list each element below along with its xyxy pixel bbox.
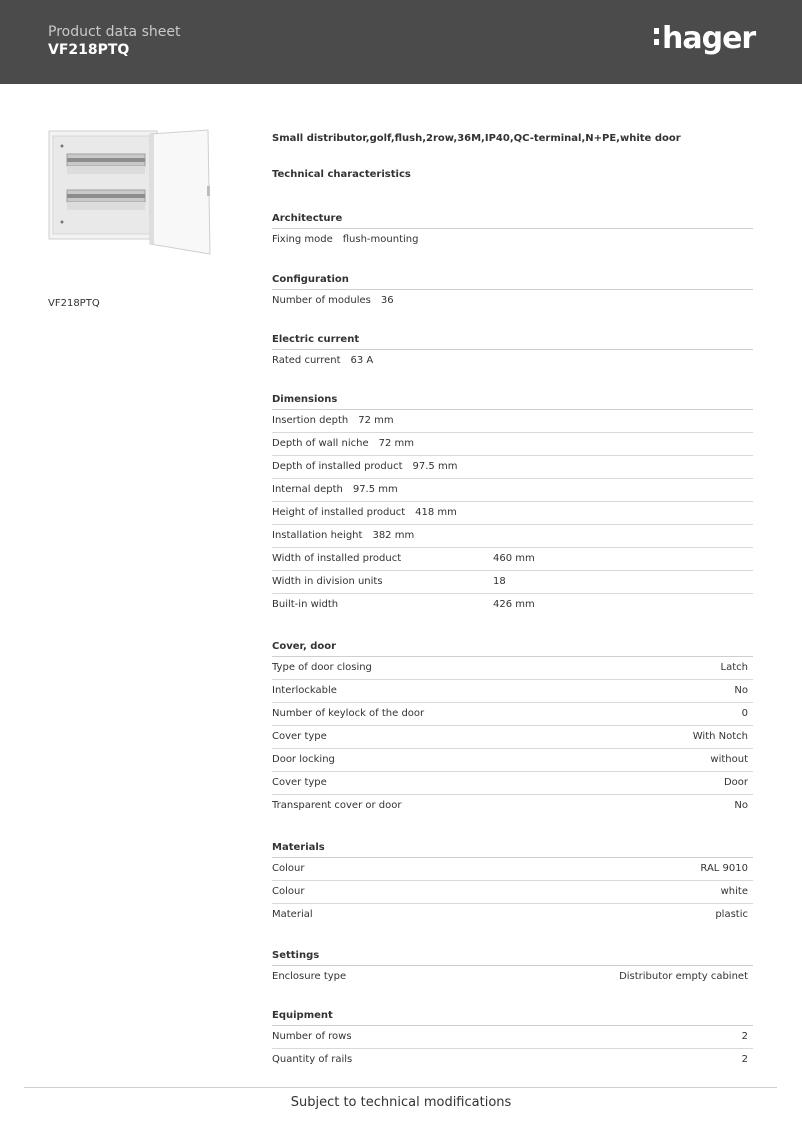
spec-value: 18: [493, 576, 506, 587]
spec-label: Material: [272, 909, 313, 920]
spec-label: Depth of wall niche: [272, 438, 369, 449]
spec-row: [272, 525, 753, 548]
spec-label: Fixing mode: [272, 234, 333, 245]
spec-row: [272, 726, 753, 749]
section-title: Dimensions: [272, 391, 753, 410]
spec-row: [272, 680, 753, 703]
spec-label: Number of rows: [272, 1031, 352, 1042]
spec-label: Cover type: [272, 731, 327, 742]
product-description: Small distributor,golf,flush,2row,36M,IP40,QC-terminal,N+PE,white door: [272, 133, 681, 144]
spec-label: Quantity of rails: [272, 1054, 353, 1065]
spec-label: Height of installed product: [272, 507, 406, 518]
header-title: VF218PTQ: [48, 42, 130, 58]
footer-divider: [24, 1087, 777, 1088]
section-settings: [272, 947, 753, 988]
section-title: Cover, door: [272, 638, 753, 657]
spec-value: 36: [380, 295, 394, 306]
spec-value: 72 mm: [378, 438, 414, 449]
spec-value: Latch: [720, 662, 748, 673]
spec-row: [272, 749, 753, 772]
spec-label: Built-in width: [272, 599, 339, 610]
section-title: Configuration: [272, 271, 753, 290]
technical-heading: Technical characteristics: [272, 169, 411, 180]
footer-note: Subject to technical modifications: [290, 1095, 512, 1110]
spec-label: Interlockable: [272, 685, 337, 696]
header-subtitle: Product data sheet: [48, 24, 181, 40]
page-header: [0, 0, 802, 84]
spec-row: [272, 703, 753, 726]
spec-value: white: [720, 886, 748, 897]
spec-label: Enclosure type: [272, 971, 347, 982]
spec-row: [272, 350, 753, 372]
hager-logo: [656, 22, 755, 56]
spec-row: [272, 1026, 753, 1049]
spec-row: [272, 410, 753, 433]
logo-text: hager: [662, 21, 756, 56]
spec-row: [272, 1049, 753, 1071]
spec-label: Rated current: [272, 355, 341, 366]
section-materials: [272, 839, 753, 926]
spec-label: Number of modules: [272, 295, 371, 306]
section-architecture: [272, 210, 753, 251]
spec-value: 426 mm: [493, 599, 535, 610]
spec-label: Colour: [272, 863, 305, 874]
spec-row: [272, 571, 753, 594]
spec-label: Width of installed product: [272, 553, 402, 564]
spec-label: Colour: [272, 886, 305, 897]
spec-row: [272, 502, 753, 525]
spec-value: Distributor empty cabinet: [619, 971, 748, 982]
section-title: Equipment: [272, 1007, 753, 1026]
spec-label: Width in division units: [272, 576, 383, 587]
spec-row: [272, 433, 753, 456]
spec-value: 2: [741, 1054, 748, 1065]
spec-label: Transparent cover or door: [272, 800, 402, 811]
spec-label: Cover type: [272, 777, 327, 788]
spec-row: [272, 795, 753, 817]
spec-row: [272, 657, 753, 680]
section-cover-door: [272, 638, 753, 817]
spec-row: [272, 548, 753, 571]
spec-value: With Notch: [692, 731, 748, 742]
spec-value: without: [710, 754, 748, 765]
spec-label: Insertion depth: [272, 415, 349, 426]
spec-row: [272, 479, 753, 502]
section-configuration: [272, 271, 753, 312]
spec-value: 63 A: [350, 355, 374, 366]
spec-value: 2: [741, 1031, 748, 1042]
section-dimensions: [272, 391, 753, 616]
spec-value: 460 mm: [493, 553, 535, 564]
product-reference: VF218PTQ: [48, 298, 100, 309]
spec-row: [272, 456, 753, 479]
spec-value: No: [734, 800, 748, 811]
section-title: Settings: [272, 947, 753, 966]
spec-row: [272, 229, 753, 251]
spec-row: [272, 904, 753, 926]
spec-value: 382 mm: [372, 530, 415, 541]
spec-label: Internal depth: [272, 484, 343, 495]
section-title: Architecture: [272, 210, 753, 229]
spec-row: [272, 594, 753, 616]
spec-label: Installation height: [272, 530, 363, 541]
spec-label: Door locking: [272, 754, 335, 765]
spec-value: flush-mounting: [342, 234, 419, 245]
spec-label: Depth of installed product: [272, 461, 403, 472]
spec-row: [272, 858, 753, 881]
spec-value: 418 mm: [415, 507, 457, 518]
spec-value: RAL 9010: [700, 863, 748, 874]
section-title: Electric current: [272, 331, 753, 350]
spec-label: Type of door closing: [272, 662, 372, 673]
spec-row: [272, 772, 753, 795]
spec-value: plastic: [715, 909, 748, 920]
spec-value: 72 mm: [358, 415, 394, 426]
spec-value: 0: [741, 708, 748, 719]
spec-row: [272, 966, 753, 988]
spec-value: 97.5 mm: [412, 461, 458, 472]
spec-value: 97.5 mm: [352, 484, 398, 495]
section-electric-current: [272, 331, 753, 372]
section-equipment: [272, 1007, 753, 1071]
spec-label: Number of keylock of the door: [272, 708, 425, 719]
spec-row: [272, 290, 753, 312]
spec-value: Door: [723, 777, 748, 788]
product-image: [48, 128, 212, 258]
spec-value: No: [734, 685, 748, 696]
spec-row: [272, 881, 753, 904]
section-title: Materials: [272, 839, 753, 858]
